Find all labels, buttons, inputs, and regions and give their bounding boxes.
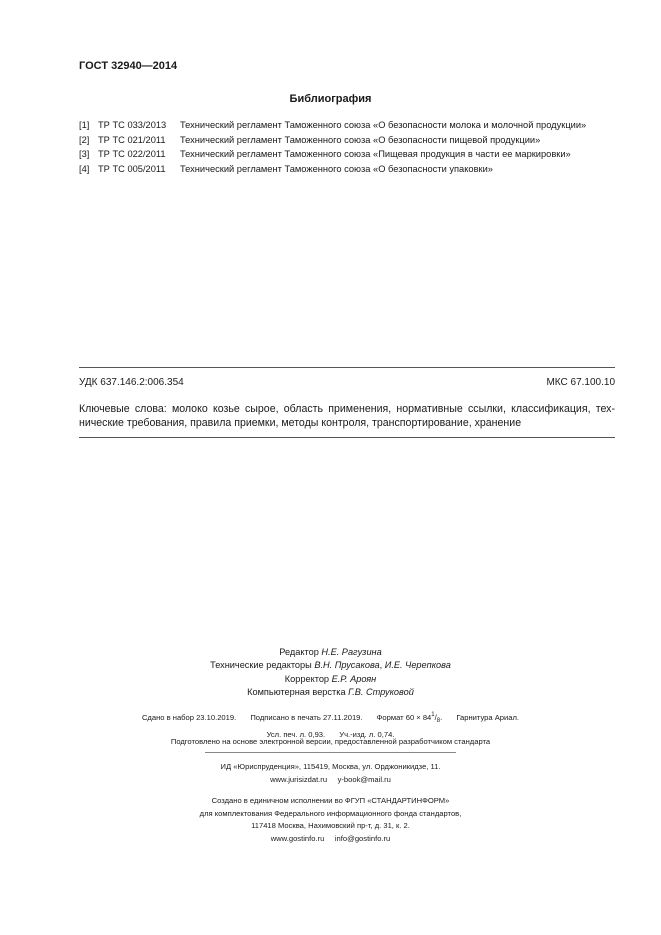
- tech-editors-line: Технические редакторы В.Н. Прусакова, И.Е. Черепкова: [210, 660, 451, 671]
- udk-code: УДК 637.146.2:006.354: [79, 377, 184, 388]
- bibliography-item-code: ТР ТС 005/2011: [98, 163, 166, 174]
- printer-address: 117418 Москва, Нахимовский пр-т, д. 31, к. 2.: [251, 821, 410, 830]
- bibliography-item: [79, 135, 624, 150]
- bibliography-item-title: Технический регламент Таможенного союза «О безопасности пищевой продукции»: [180, 134, 541, 145]
- publisher-divider: [205, 752, 456, 753]
- bibliography-item: [79, 164, 624, 179]
- publisher-website-link[interactable]: www.jurisizdat.ru: [270, 774, 328, 784]
- bibliography-item-number: [2]: [79, 134, 90, 145]
- publisher-sheets: Уч.-изд. л. 0,74.: [339, 730, 395, 739]
- corrector-line: [0, 673, 661, 686]
- prepared-note: Подготовлено на основе электронной версии, предоставленной разработчиком стандарта: [170, 737, 491, 746]
- editor-label: Редактор: [279, 647, 319, 657]
- document-number: ГОСТ 32940—2014: [79, 60, 178, 72]
- tech-editor-1: В.Н. Прусакова: [314, 660, 380, 671]
- editor-name: Н.Е. Рагузина: [321, 647, 382, 657]
- tech-editor-2: И.Е. Черепкова: [384, 660, 451, 671]
- print-sheets: Усл. печ. л. 0,93.: [266, 730, 326, 739]
- bibliography-item-number: [4]: [79, 163, 90, 174]
- publisher-email-link[interactable]: y-book@mail.ru: [337, 774, 391, 784]
- top-divider: [79, 367, 615, 368]
- layout-name: Г.В. Струковой: [348, 687, 414, 698]
- layout-label: Компьютерная верстка: [247, 687, 346, 698]
- credits-block: [0, 646, 661, 700]
- sent-date: Сдано в набор 23.10.2019.: [141, 713, 237, 722]
- imprint-line-1: [0, 708, 661, 728]
- bibliography-list: [79, 120, 624, 178]
- bibliography-item: [79, 149, 624, 164]
- bibliography-item-title: Технический регламент Таможенного союза «Пищевая продукция в части ее маркировки»: [180, 149, 571, 159]
- bibliography-item-code: ТР ТС 022/2011: [98, 149, 166, 159]
- editor-line: [0, 646, 661, 659]
- corrector-label: Корректор: [284, 673, 330, 684]
- bibliography-item-title: Технический регламент Таможенного союза «О безопасности молока и молочной продукции»: [180, 120, 587, 130]
- tech-editors-label: Технические редакторы: [210, 660, 312, 671]
- bibliography-heading: Библиография: [289, 93, 372, 105]
- keywords: Ключевые слова: молоко козье сырое, область применения, нормативные ссылки, классификация, тех-нические требования, правила приемки, методы контроля, транспортирование, хранение: [79, 403, 615, 429]
- printer-website-link[interactable]: www.gostinfo.ru: [270, 833, 325, 843]
- bibliography-item-code: ТР ТС 021/2011: [98, 134, 166, 145]
- publisher-address: ИД «Юриспруденция», 115419, Москва, ул. Орджоникидзе, 11.: [220, 762, 441, 771]
- publisher-block: [0, 761, 661, 786]
- printer-line-2: для комплектования Федерального информационного фонда стандартов,: [199, 808, 462, 818]
- bibliography-item-number: [1]: [79, 120, 90, 130]
- bibliography-item-title: Технический регламент Таможенного союза «О безопасности упаковки»: [180, 163, 493, 174]
- typeface: Гарнитура Ариал.: [456, 713, 520, 722]
- printer-line-1: Создано в единичном исполнении во ФГУП «СТАНДАРТИНФОРМ»: [211, 796, 450, 805]
- bibliography-item: [79, 120, 624, 135]
- corrector-name: Е.Р. Ароян: [331, 673, 377, 684]
- signed-date: Подписано в печать 27.11.2019.: [250, 713, 363, 722]
- printer-email-link[interactable]: info@gostinfo.ru: [334, 833, 391, 843]
- paper-format: Формат $60 \times 84^1/_8$.: [376, 712, 443, 724]
- layout-line: [0, 686, 661, 699]
- printer-block: [0, 795, 661, 845]
- bibliography-item-code: ТР ТС 033/2013: [98, 120, 167, 130]
- mks-code: МКС 67.100.10: [546, 377, 615, 388]
- bibliography-item-number: [3]: [79, 149, 90, 159]
- bottom-divider: [79, 437, 615, 438]
